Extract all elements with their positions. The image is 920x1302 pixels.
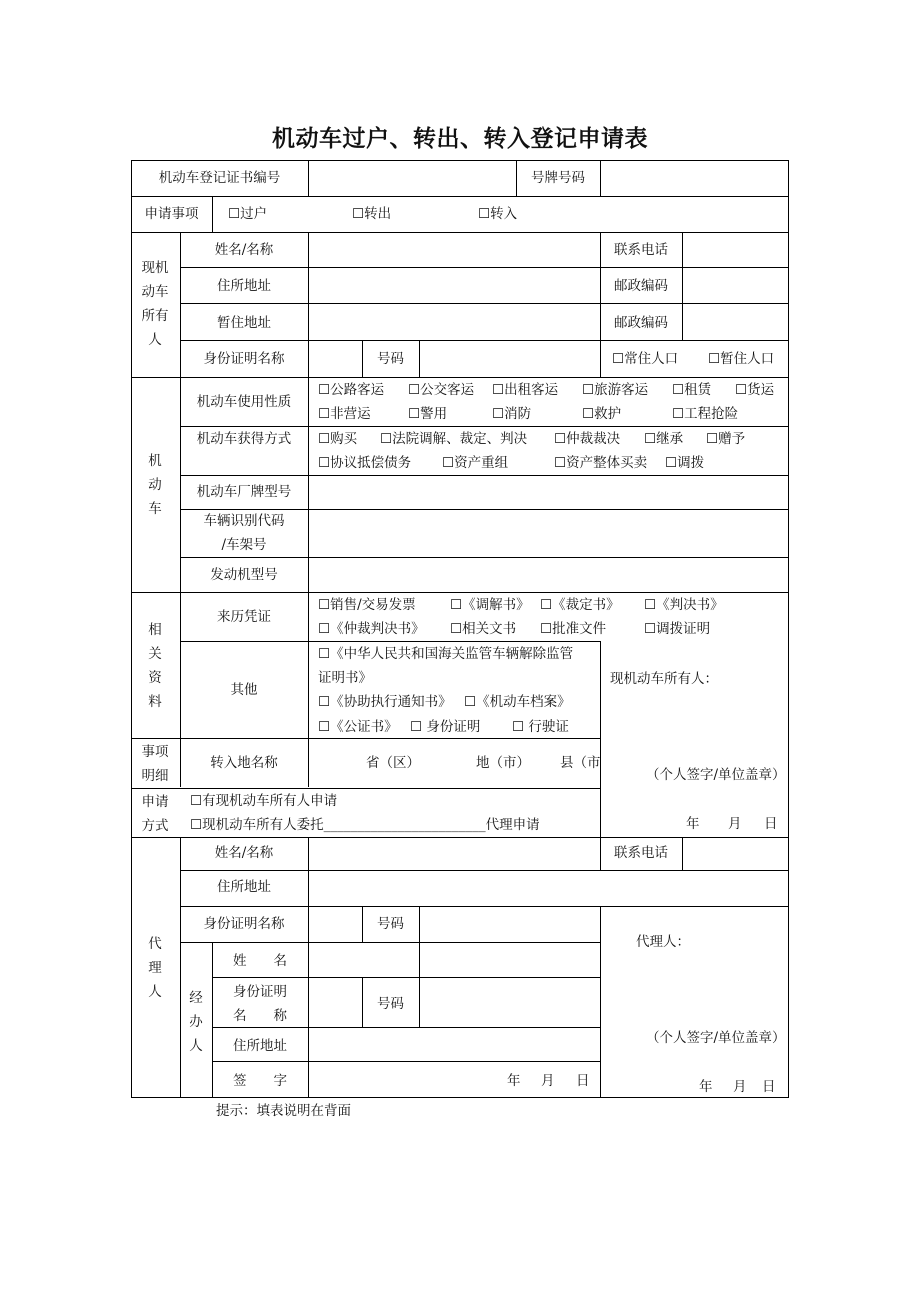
checkbox-use[interactable]: ☐出租客运 [492, 382, 559, 398]
checkbox-use[interactable]: ☐货运 [735, 382, 775, 398]
plate-no-label: 号牌号码 [531, 170, 585, 186]
checkbox-owner-apply[interactable]: ☐有现机动车所有人申请 [190, 793, 338, 809]
handler-sign-year: 年 [507, 1073, 521, 1089]
row-divider [180, 267, 789, 268]
checkbox-origin[interactable]: ☐《裁定书》 [540, 597, 620, 613]
entrust-blank: ________________________ [323, 817, 486, 833]
owner-address-label: 住所地址 [217, 278, 271, 294]
handler-id-label-line2: 名 称 [233, 1008, 287, 1024]
col-divider [600, 160, 601, 196]
row-divider [131, 232, 789, 233]
row-divider [180, 906, 789, 907]
handler-id-label: 身份证明 [233, 984, 287, 1000]
checkbox-use[interactable]: ☐租赁 [672, 382, 712, 398]
agent-sign-note: （个人签字/单位盖章） [646, 1030, 786, 1046]
checkbox-use[interactable]: ☐救护 [582, 406, 622, 422]
owner-name-label: 姓名/名称 [214, 242, 274, 258]
matter-label: 申请事项 [144, 206, 199, 222]
owner-sign-day: 日 [764, 816, 778, 832]
entrust-prefix: ☐现机动车所有人委托 [190, 817, 324, 833]
checkbox-acquire[interactable]: ☐继承 [644, 431, 684, 447]
col-divider [419, 340, 420, 377]
origin-label: 来历凭证 [217, 609, 271, 625]
checkbox-origin[interactable]: ☐调拨证明 [644, 621, 711, 637]
handler-name-label: 姓 名 [233, 953, 287, 969]
row-divider [131, 837, 789, 838]
checkbox-entrust-apply[interactable] [190, 817, 540, 833]
checkbox-transfer-in[interactable]: ☐转入 [478, 206, 518, 222]
row-divider [180, 426, 789, 427]
checkbox-use[interactable]: ☐警用 [408, 406, 448, 422]
checkbox-origin[interactable]: ☐相关文书 [450, 621, 517, 637]
row-divider [131, 788, 600, 789]
model-label: 机动车厂牌型号 [196, 484, 292, 500]
col-divider [600, 641, 601, 837]
checkbox-assist-notice[interactable]: ☐《协助执行通知书》 [318, 694, 452, 710]
customs-cert-line2: 证明书》 [318, 670, 372, 686]
row-divider [180, 870, 789, 871]
checkbox-notary[interactable]: ☐《公证书》 [318, 719, 398, 735]
col-divider [600, 906, 601, 1098]
handler-address-label: 住所地址 [233, 1038, 287, 1054]
agent-sign-title: 代理人： [636, 934, 690, 950]
checkbox-use[interactable]: ☐公交客运 [408, 382, 475, 398]
row-divider [131, 738, 600, 739]
owner-id-label: 身份证明名称 [203, 351, 285, 367]
checkbox-transfer-out[interactable]: ☐转出 [352, 206, 392, 222]
handler-number-label: 号码 [377, 996, 404, 1012]
col-divider [308, 160, 309, 196]
owner-sign-year: 年 [686, 816, 700, 832]
dest-label: 转入地名称 [210, 755, 278, 771]
row-divider [212, 977, 600, 978]
checkbox-use[interactable]: ☐消防 [492, 406, 532, 422]
agent-phone-label: 联系电话 [614, 845, 668, 861]
owner-sign-month: 月 [728, 816, 742, 832]
checkbox-acquire[interactable]: ☐法院调解、裁定、判决 [380, 431, 528, 447]
owner-section-label: 现机 动车 所有 人 [141, 260, 169, 348]
col-divider [308, 837, 309, 1098]
detail-section-label: 事项 明细 [141, 744, 169, 784]
vin-label: 车辆识别代码 [203, 513, 285, 529]
agent-id-label: 身份证明名称 [203, 916, 285, 932]
checkbox-acquire[interactable]: ☐赠予 [706, 431, 746, 447]
checkbox-acquire[interactable]: ☐仲裁裁决 [554, 431, 621, 447]
col-divider [180, 837, 181, 1098]
col-divider [308, 232, 309, 787]
checkbox-acquire[interactable]: ☐购买 [318, 431, 358, 447]
row-divider [180, 475, 789, 476]
agent-number-label: 号码 [377, 916, 404, 932]
col-divider [682, 837, 683, 870]
checkbox-origin[interactable]: ☐《调解书》 [450, 597, 530, 613]
col-divider [682, 232, 683, 340]
checkbox-vehicle-archive[interactable]: ☐《机动车档案》 [464, 694, 571, 710]
row-divider [180, 641, 600, 642]
agent-sign-year: 年 [699, 1079, 713, 1095]
checkbox-use[interactable]: ☐公路客运 [318, 382, 385, 398]
use-nature-label: 机动车使用性质 [196, 394, 292, 410]
checkbox-origin[interactable]: ☐《判决书》 [644, 597, 724, 613]
handler-sign-day: 日 [576, 1073, 590, 1089]
vin-label-line2: /车架号 [221, 537, 267, 553]
row-divider [180, 303, 789, 304]
row-divider [131, 196, 789, 197]
owner-sign-title: 现机动车所有人： [610, 671, 718, 687]
agent-address-label: 住所地址 [217, 879, 271, 895]
owner-temp-address-label: 暂住地址 [217, 315, 271, 331]
handler-sign-label: 签 字 [233, 1073, 287, 1089]
engine-label: 发动机型号 [210, 567, 278, 583]
row-divider [212, 1061, 600, 1062]
entrust-suffix: 代理申请 [485, 817, 540, 833]
form-hint: 提示：填表说明在背面 [216, 1103, 351, 1119]
checkbox-resident[interactable]: ☐常住人口 [612, 351, 679, 367]
owner-phone-label: 联系电话 [614, 242, 668, 258]
checkbox-use[interactable]: ☐旅游客运 [582, 382, 649, 398]
row-divider [180, 340, 789, 341]
row-divider [212, 1027, 600, 1028]
handler-section-label: 经 办 人 [189, 990, 203, 1054]
owner-sign-note: （个人签字/单位盖章） [646, 767, 786, 783]
owner-number-label: 号码 [377, 351, 404, 367]
checkbox-transfer[interactable]: ☐过户 [228, 206, 268, 222]
acquire-label: 机动车获得方式 [196, 431, 292, 447]
checkbox-driving-license[interactable]: ☐ 行驶证 [512, 719, 569, 735]
apply-mode-section-label: 申请 方式 [141, 794, 169, 834]
row-divider [131, 592, 789, 593]
row-divider [131, 377, 789, 378]
row-divider [180, 557, 789, 558]
checkbox-acquire[interactable]: ☐调拨 [665, 455, 705, 471]
row-divider [180, 509, 789, 510]
vehicle-section-label: 机 动 车 [148, 453, 162, 517]
checkbox-acquire[interactable]: ☐协议抵偿债务 [318, 455, 412, 471]
checkbox-acquire[interactable]: ☐资产整体买卖 [554, 455, 648, 471]
checkbox-id-proof[interactable]: ☐ 身份证明 [410, 719, 481, 735]
agent-sign-month: 月 [733, 1079, 747, 1095]
col-divider [600, 340, 601, 377]
agent-section-label: 代 理 人 [148, 936, 162, 1000]
checkbox-origin[interactable]: ☐《仲裁判决书》 [318, 621, 425, 637]
checkbox-use[interactable]: ☐非营运 [318, 406, 371, 422]
owner-postcode-label: 邮政编码 [614, 278, 668, 294]
docs-section-label: 相 关 资 料 [148, 622, 162, 710]
cert-no-label: 机动车登记证书编号 [158, 170, 281, 186]
row-divider [180, 942, 600, 943]
checkbox-use[interactable]: ☐工程抢险 [672, 406, 739, 422]
agent-name-label: 姓名/名称 [214, 845, 274, 861]
form-title: 机动车过户、转出、转入登记申请表 [272, 126, 648, 152]
province-label: 省（区） [366, 755, 420, 771]
checkbox-temp-resident[interactable]: ☐暂住人口 [708, 351, 775, 367]
owner-postcode2-label: 邮政编码 [614, 315, 668, 331]
handler-sign-month: 月 [541, 1073, 555, 1089]
checkbox-acquire[interactable]: ☐资产重组 [442, 455, 509, 471]
county-label: 县（市 [560, 755, 601, 771]
city-label: 地（市） [476, 755, 530, 771]
col-divider [212, 196, 213, 232]
checkbox-origin[interactable]: ☐批准文件 [540, 621, 607, 637]
agent-sign-day: 日 [762, 1079, 776, 1095]
checkbox-customs-cert[interactable]: ☐《中华人民共和国海关监管车辆解除监管 [318, 646, 574, 662]
checkbox-origin[interactable]: ☐销售/交易发票 [318, 597, 416, 613]
col-divider [419, 906, 420, 1027]
other-label: 其他 [230, 682, 258, 698]
